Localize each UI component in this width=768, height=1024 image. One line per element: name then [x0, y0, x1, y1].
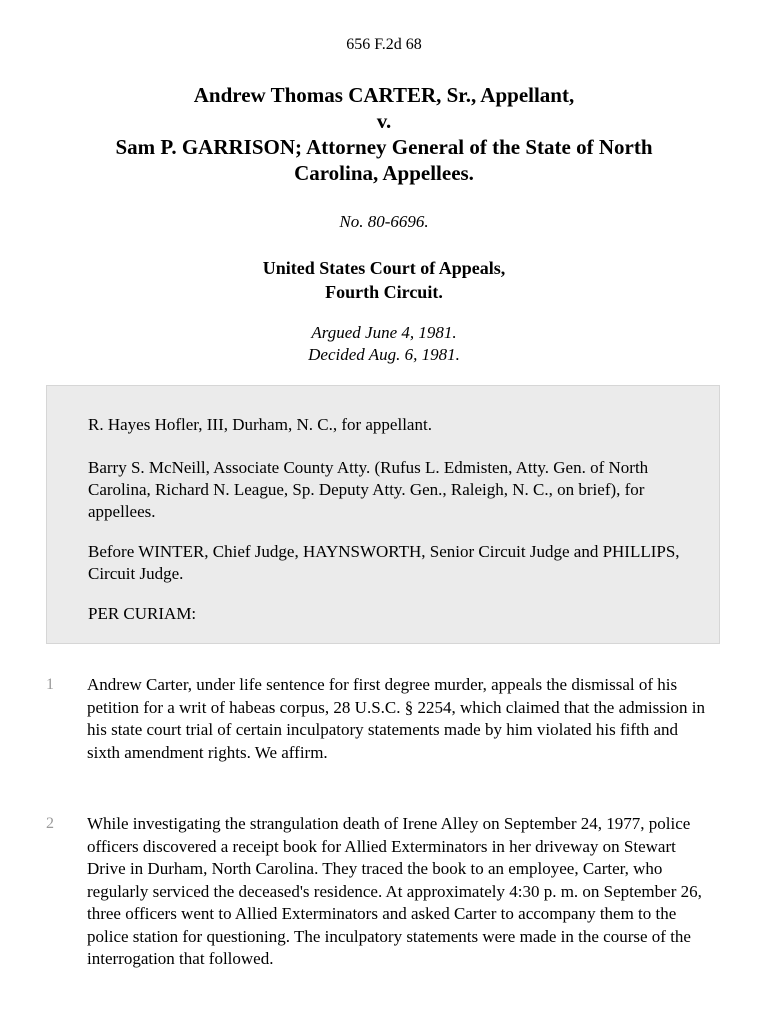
argued-date: Argued June 4, 1981. [311, 323, 457, 342]
case-title [40, 82, 728, 186]
counsel-appellees: Barry S. McNeill, Associate County Atty. (Rufus L. Edmisten, Atty. Gen. of North Carolina, Richard N. League, Sp. Deputy Atty. Gen., Raleigh, N. C., on brief), for appellees. [88, 458, 649, 521]
court-name-line2: Fourth Circuit. [325, 282, 443, 302]
case-title-appellees: Sam P. GARRISON; Attorney General of the State of North [115, 135, 653, 159]
case-citation: 656 F.2d 68 [346, 36, 422, 53]
case-title-versus: v. [376, 109, 392, 133]
per-curiam: PER CURIAM: [88, 604, 197, 623]
case-dates [0, 322, 768, 366]
docket-number: No. 80-6696. [339, 212, 429, 231]
case-title-appellees-cont: Carolina, Appellees. [294, 161, 474, 185]
paragraph-number: 2 [46, 815, 54, 832]
decided-date: Decided Aug. 6, 1981. [308, 345, 460, 364]
paragraph-text: While investigating the strangulation death of Irene Alley on September 24, 1977, police officers discovered a receipt book for Allied Exterminators in her driveway on Stewart Drive in Durham, North Carolina. They traced the book to an employee, Carter, who regularly serviced the deceased's residence. At approximately 4:30 p. m. on September 26, three officers went to Allied Exterminators and asked Carter to accompany them to the police station for questioning. The inculpatory statements were made in the course of the interrogation that followed. [87, 814, 702, 968]
counsel-appellant: R. Hayes Hofler, III, Durham, N. C., for appellant. [88, 415, 432, 434]
paragraph-number: 1 [46, 676, 54, 693]
court-name-line1: United States Court of Appeals, [262, 258, 506, 278]
court-name [0, 256, 768, 304]
panel-judges: Before WINTER, Chief Judge, HAYNSWORTH, Senior Circuit Judge and PHILLIPS, Circuit Judge. [88, 542, 680, 583]
paragraph-text: Andrew Carter, under life sentence for first degree murder, appeals the dismissal of his petition for a writ of habeas corpus, 28 U.S.C. § 2254, which claimed that the admission in his state court trial of certain inculpatory statements made by him violated his fifth and sixth amendment rights. We affirm. [87, 675, 706, 762]
header-info-box [46, 385, 720, 644]
case-title-appellant: Andrew Thomas CARTER, Sr., Appellant, [193, 83, 575, 107]
